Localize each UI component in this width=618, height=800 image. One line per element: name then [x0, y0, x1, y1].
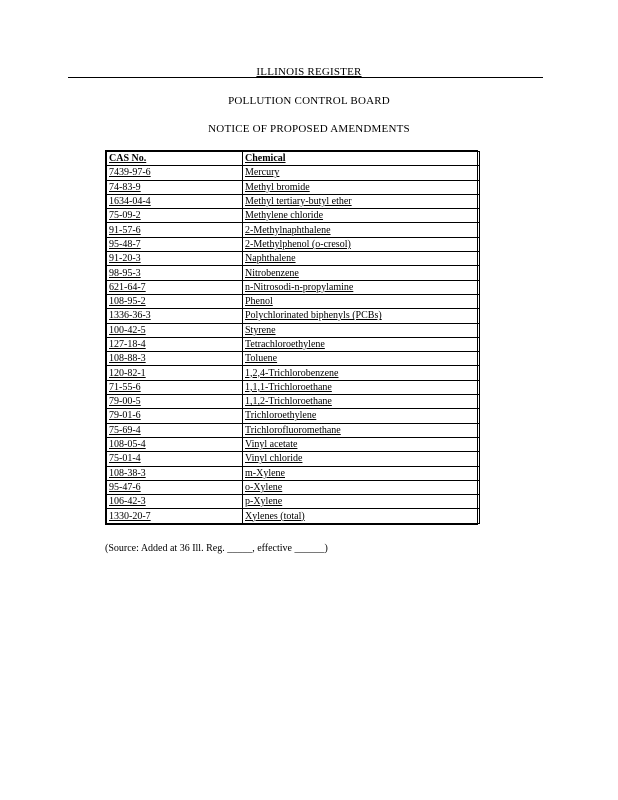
table-row	[107, 166, 480, 180]
table-row	[107, 452, 480, 466]
table-row	[107, 209, 480, 223]
table-row	[107, 194, 480, 208]
chemical-name: Methylene chloride	[245, 210, 324, 222]
chemical-name: Styrene	[245, 324, 276, 336]
table-row	[107, 323, 480, 337]
chemical-cell	[243, 209, 480, 223]
chemical-cell	[243, 366, 480, 380]
chemical-name: Polychlorinated biphenyls (PCBs)	[245, 310, 382, 322]
chemical-cell	[243, 509, 480, 523]
chemical-name: 1,1,1-Trichloroethane	[245, 381, 332, 393]
chemical-name: Vinyl acetate	[245, 439, 298, 451]
chemical-cell	[243, 423, 480, 437]
chemical-cell	[243, 437, 480, 451]
cas-cell	[107, 237, 243, 251]
chemical-cell	[243, 337, 480, 351]
cas-cell	[107, 466, 243, 480]
chemical-name: Trichloroethylene	[245, 410, 317, 422]
chemical-name: 2-Methylphenol (o-cresol)	[245, 238, 351, 250]
column-header-cas: CAS No.	[107, 152, 243, 166]
cas-number: 95-48-7	[109, 238, 141, 250]
table-row	[107, 352, 480, 366]
chemical-table	[105, 150, 478, 525]
chemical-name: Methyl bromide	[245, 181, 310, 193]
chemical-name: 1,2,4-Trichlorobenzene	[245, 367, 339, 379]
table-row	[107, 437, 480, 451]
chemical-cell	[243, 166, 480, 180]
cas-cell	[107, 166, 243, 180]
chemical-cell	[243, 409, 480, 423]
cas-cell	[107, 366, 243, 380]
chemical-cell	[243, 480, 480, 494]
cas-number: 91-57-6	[109, 224, 141, 236]
chemical-name: Trichlorofluoromethane	[245, 424, 341, 436]
table-row	[107, 237, 480, 251]
cas-number: 127-18-4	[109, 339, 146, 350]
chemical-cell	[243, 352, 480, 366]
cas-number: 98-95-3	[109, 267, 141, 279]
chemical-name: Naphthalene	[245, 253, 296, 265]
table-row	[107, 380, 480, 394]
source-note: (Source: Added at 36 Ill. Reg. _____, effective ______)	[105, 543, 328, 554]
cas-cell	[107, 480, 243, 494]
cas-cell	[107, 409, 243, 423]
cas-cell	[107, 252, 243, 266]
cas-number: 75-01-4	[109, 453, 141, 465]
cas-number: 120-82-1	[109, 367, 146, 379]
register-title: ILLINOIS REGISTER	[256, 66, 362, 78]
cas-number: 95-47-6	[109, 481, 141, 493]
table-row	[107, 366, 480, 380]
cas-cell	[107, 395, 243, 409]
table-row	[107, 409, 480, 423]
chemical-name: o-Xylene	[245, 481, 283, 493]
cas-cell	[107, 352, 243, 366]
chemical-cell	[243, 180, 480, 194]
board-title: POLLUTION CONTROL BOARD	[228, 95, 390, 107]
cas-number: 7439-97-6	[109, 167, 151, 179]
table-header-row	[107, 152, 480, 166]
chemical-cell	[243, 280, 480, 294]
cas-number: 108-95-2	[109, 296, 146, 308]
chemical-name: Tetrachloroethylene	[245, 339, 325, 350]
cas-cell	[107, 266, 243, 280]
cas-number: 71-55-6	[109, 381, 141, 393]
chemical-cell	[243, 323, 480, 337]
chemical-name: m-Xylene	[245, 467, 285, 479]
cas-number: 1336-36-3	[109, 310, 151, 322]
chemical-cell	[243, 452, 480, 466]
cas-number: 79-00-5	[109, 396, 141, 408]
cas-cell	[107, 294, 243, 308]
cas-number: 79-01-6	[109, 410, 141, 422]
chemical-name: p-Xylene	[245, 496, 283, 508]
table-row	[107, 466, 480, 480]
cas-cell	[107, 380, 243, 394]
cas-number: 75-09-2	[109, 210, 141, 222]
table-row	[107, 266, 480, 280]
cas-cell	[107, 509, 243, 523]
chemical-cell	[243, 252, 480, 266]
chemical-cell	[243, 495, 480, 509]
table-row	[107, 252, 480, 266]
cas-number: 1634-04-4	[109, 196, 151, 208]
chemical-name: 2-Methylnaphthalene	[245, 224, 331, 236]
chemical-cell	[243, 266, 480, 280]
cas-cell	[107, 209, 243, 223]
table-row	[107, 223, 480, 237]
chemical-cell	[243, 395, 480, 409]
cas-number: 108-05-4	[109, 439, 146, 451]
cas-cell	[107, 280, 243, 294]
table-row	[107, 294, 480, 308]
cas-number: 1330-20-7	[109, 510, 151, 522]
cas-cell	[107, 423, 243, 437]
chemical-cell	[243, 237, 480, 251]
chemical-name: 1,1,2-Trichloroethane	[245, 396, 332, 408]
cas-number: 108-88-3	[109, 353, 146, 365]
cas-cell	[107, 437, 243, 451]
chemical-name: Methyl tertiary-butyl ether	[245, 196, 352, 208]
cas-number: 91-20-3	[109, 253, 141, 265]
table-row	[107, 495, 480, 509]
cas-number: 106-42-3	[109, 496, 146, 508]
cas-cell	[107, 452, 243, 466]
cas-cell	[107, 337, 243, 351]
chemical-cell	[243, 194, 480, 208]
cas-number: 75-69-4	[109, 424, 141, 436]
chemical-cell	[243, 294, 480, 308]
table-row	[107, 280, 480, 294]
header-rule	[68, 77, 543, 78]
notice-title: NOTICE OF PROPOSED AMENDMENTS	[208, 123, 410, 135]
chemical-name: Toluene	[245, 353, 278, 365]
cas-number: 621-64-7	[109, 281, 146, 293]
chemical-name: Vinyl chloride	[245, 453, 303, 465]
cas-number: 108-38-3	[109, 467, 146, 479]
table-row	[107, 337, 480, 351]
cas-cell	[107, 180, 243, 194]
table-row	[107, 509, 480, 523]
cas-cell	[107, 194, 243, 208]
table-row	[107, 423, 480, 437]
chemical-name: Mercury	[245, 167, 280, 179]
chemical-cell	[243, 466, 480, 480]
cas-cell	[107, 495, 243, 509]
chemical-cell	[243, 380, 480, 394]
cas-cell	[107, 323, 243, 337]
table-row	[107, 395, 480, 409]
chemical-name: Xylenes (total)	[245, 510, 305, 522]
chemical-name: Phenol	[245, 296, 273, 308]
cas-cell	[107, 309, 243, 323]
chemical-cell	[243, 309, 480, 323]
cas-cell	[107, 223, 243, 237]
chemical-cell	[243, 223, 480, 237]
cas-number: 100-42-5	[109, 324, 146, 336]
table-row	[107, 480, 480, 494]
table-row	[107, 180, 480, 194]
table-row	[107, 309, 480, 323]
chemical-name: n-Nitrosodi-n-propylamine	[245, 281, 354, 293]
column-header-chemical: Chemical	[243, 152, 480, 166]
chemical-name: Nitrobenzene	[245, 267, 299, 279]
cas-number: 74-83-9	[109, 181, 141, 193]
